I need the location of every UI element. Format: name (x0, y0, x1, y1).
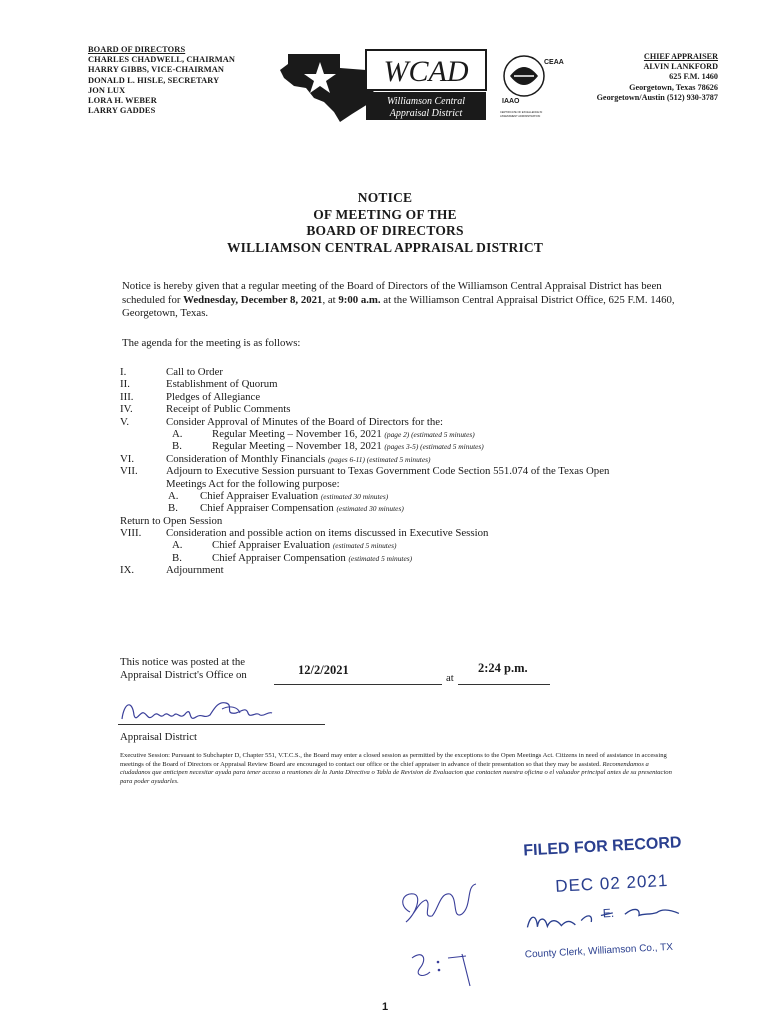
chief-line: Georgetown, Texas 78626 (629, 82, 718, 92)
cert-line2: ASSESSMENT ADMINISTRATION (500, 115, 541, 118)
agenda-subitem (120, 539, 700, 551)
executive-session-note (120, 752, 680, 786)
title-line: BOARD OF DIRECTORS (306, 223, 464, 238)
posting-signature (118, 693, 278, 732)
subitem-letter: A. (172, 539, 183, 552)
subitem-note: (estimated 5 minutes) (348, 553, 413, 563)
notice-text: Notice is hereby given that a regular meeting of the Board of Directors of the Williamson Central Appraisal District has been scheduled for (122, 280, 662, 306)
agenda-subitem (120, 552, 700, 564)
agenda-item (120, 564, 700, 576)
subitem-title: Chief Appraiser Compensation (200, 502, 334, 515)
board-member: LARRY GADDES (88, 106, 156, 116)
subitem-letter: B. (172, 551, 182, 564)
ceaa-badge (500, 50, 566, 122)
notice-text: at the Williamson Central Appraisal District Office, 625 F.M. 1460, Georgetown, Texas. (122, 293, 675, 319)
item-text: Consider Approval of Minutes of the Board of Directors for the: (166, 415, 444, 428)
agenda-subitem (120, 490, 700, 502)
item-number: VI. (120, 452, 135, 465)
board-heading: BOARD OF DIRECTORS (88, 45, 186, 54)
item-number: I. (120, 366, 127, 378)
subitem-title: Chief Appraiser Compensation (212, 551, 346, 564)
subitem-text (212, 440, 484, 453)
cert-line1: CERTIFICATE OF EXCELLENCE IN (500, 111, 543, 114)
agenda-item (120, 453, 700, 465)
board-member: DONALD L. HISLE, SECRETARY (88, 75, 220, 85)
subitem-note: (estimated 5 minutes) (332, 541, 397, 551)
subitem-note: (estimated 30 minutes) (336, 504, 404, 514)
agenda-subitem (120, 502, 700, 514)
page-number: 1 (381, 1001, 389, 1013)
item-number: VII. (120, 465, 138, 478)
agenda-subitem (120, 440, 700, 452)
exec-note-spanish: Recomendamos a ciudadanos que anticipen necesitar ayuda para tener acceso a reuniones de la Junta Directiva o Tabla de Revision de Evaluacion que contacten nuestra oficina o el valuador principal antes de su presentacion para poder ayudarles. (120, 760, 672, 785)
posted-at-label: at (446, 672, 454, 684)
chief-line: ALVIN LANKFORD (643, 62, 718, 72)
item-note: (pages 6-11) (estimated 5 minutes) (327, 454, 431, 464)
agenda-subitem (120, 428, 700, 440)
board-member: JON LUX (88, 85, 126, 95)
chief-line: Georgetown/Austin (512) 930-3787 (596, 92, 718, 102)
agenda-item (120, 527, 700, 539)
board-of-directors-block (88, 45, 235, 116)
board-member: HARRY GIBBS, VICE-CHAIRMAN (88, 65, 225, 75)
chief-heading: CHIEF APPRAISER (643, 52, 718, 61)
item-number: IV. (120, 403, 133, 416)
subitem-text (200, 490, 388, 503)
item-text: Consideration and possible action on items discussed in Executive Session (166, 527, 489, 540)
notice-text: , at (322, 293, 339, 306)
chief-appraiser-block (597, 52, 718, 103)
subitem-title: Regular Meeting – November 16, 2021 (212, 427, 382, 440)
subitem-letter: B. (168, 502, 178, 515)
notice-paragraph (122, 280, 688, 321)
subitem-title: Chief Appraiser Evaluation (212, 539, 331, 552)
item-text (166, 453, 430, 466)
ceaa-label: CEAA (544, 59, 564, 66)
stamp-clerk: County Clerk, Williamson Co., TX (524, 941, 674, 961)
agenda-item (120, 391, 700, 403)
title-line: NOTICE (357, 190, 413, 205)
title-line: OF MEETING OF THE (313, 206, 457, 222)
exec-note-text: Executive Session: Pursuant to Subchapter D, Chapter 551, V.T.C.S., the Board may enter a closed session as permitted by the exceptions to the Open Meetings Act. Citizens in need of assistance in accessing meetings of the Board of Directors or Appraisal Review Board are encouraged to contact our office or the chief appraiser in advance of their presentation so that they may be assisted. (120, 752, 667, 768)
subitem-note: (estimated 30 minutes) (320, 491, 389, 501)
agenda-item (120, 366, 700, 378)
subitem-text (212, 539, 396, 552)
agenda-return (120, 515, 700, 527)
item-text: Adjourn to Executive Session pursuant to Texas Government Code Section 551.074 of the Texas Open (166, 465, 610, 478)
subitem-note: (page 2) (estimated 5 minutes) (384, 429, 475, 439)
item-title: Consideration of Monthly Financials (166, 452, 326, 465)
subitem-text (212, 552, 412, 565)
signature-line (118, 724, 325, 725)
agenda-item-continuation (120, 478, 700, 490)
item-text: Pledges of Allegiance (166, 390, 261, 403)
subitem-text (200, 502, 404, 515)
meeting-time: 9:00 a.m. (338, 293, 381, 306)
appraisal-district-label: Appraisal District (120, 731, 198, 743)
logo-name-line2: Appraisal District (389, 108, 463, 119)
posted-time-line (458, 684, 550, 685)
stamp-date: DEC 02 2021 (554, 870, 669, 896)
stamp-filed: FILED FOR RECORD (522, 834, 682, 860)
agenda-item (120, 416, 700, 428)
item-text: Return to Open Session (120, 514, 223, 527)
item-number: VIII. (120, 527, 142, 540)
posting-line2: Appraisal District's Office on (120, 669, 247, 681)
agenda-item (120, 465, 700, 477)
iaao-label: IAAO (502, 98, 520, 105)
agenda-item (120, 403, 700, 415)
item-text: Receipt of Public Comments (166, 403, 291, 416)
item-text: Call to Order (166, 366, 223, 378)
board-member: LORA H. WEBER (88, 96, 157, 106)
logo-abbr: WCAD (383, 55, 469, 88)
agenda-list (120, 366, 700, 577)
notice-title (0, 190, 770, 256)
item-number: IX. (120, 564, 135, 577)
stamp-signature: E. (602, 905, 615, 921)
logo-name-line1: Williamson Central (386, 96, 466, 107)
subitem-letter: A. (172, 427, 183, 440)
subitem-title: Chief Appraiser Evaluation (200, 489, 319, 502)
posted-date-line (274, 684, 442, 685)
item-number: III. (120, 390, 134, 403)
subitem-title: Regular Meeting – November 18, 2021 (212, 440, 382, 453)
subitem-letter: B. (172, 440, 182, 453)
chief-line: 625 F.M. 1460 (669, 72, 718, 82)
posted-time: 2:24 p.m. (478, 661, 528, 675)
filed-for-record-stamp (520, 823, 700, 973)
item-text: Establishment of Quorum (166, 378, 278, 391)
item-text: Meetings Act for the following purpose: (166, 477, 340, 490)
item-number: II. (120, 378, 130, 391)
item-text: Adjournment (166, 564, 224, 577)
posted-date: 12/2/2021 (298, 663, 349, 677)
posting-statement (120, 656, 247, 682)
title-line: WILLIAMSON CENTRAL APPRAISAL DISTRICT (226, 239, 544, 255)
agenda-item (120, 378, 700, 390)
meeting-date: Wednesday, December 8, 2021 (183, 293, 323, 306)
subitem-letter: A. (168, 489, 179, 502)
subitem-note: (pages 3-5) (estimated 5 minutes) (384, 442, 484, 452)
handwritten-notations (392, 862, 502, 997)
subitem-text (212, 428, 475, 441)
item-number: V. (120, 415, 130, 428)
agenda-intro: The agenda for the meeting is as follows: (122, 337, 301, 349)
posting-line1: This notice was posted at the (120, 656, 246, 668)
board-member: CHARLES CHADWELL, CHAIRMAN (88, 55, 236, 65)
wcad-logo (278, 42, 496, 124)
